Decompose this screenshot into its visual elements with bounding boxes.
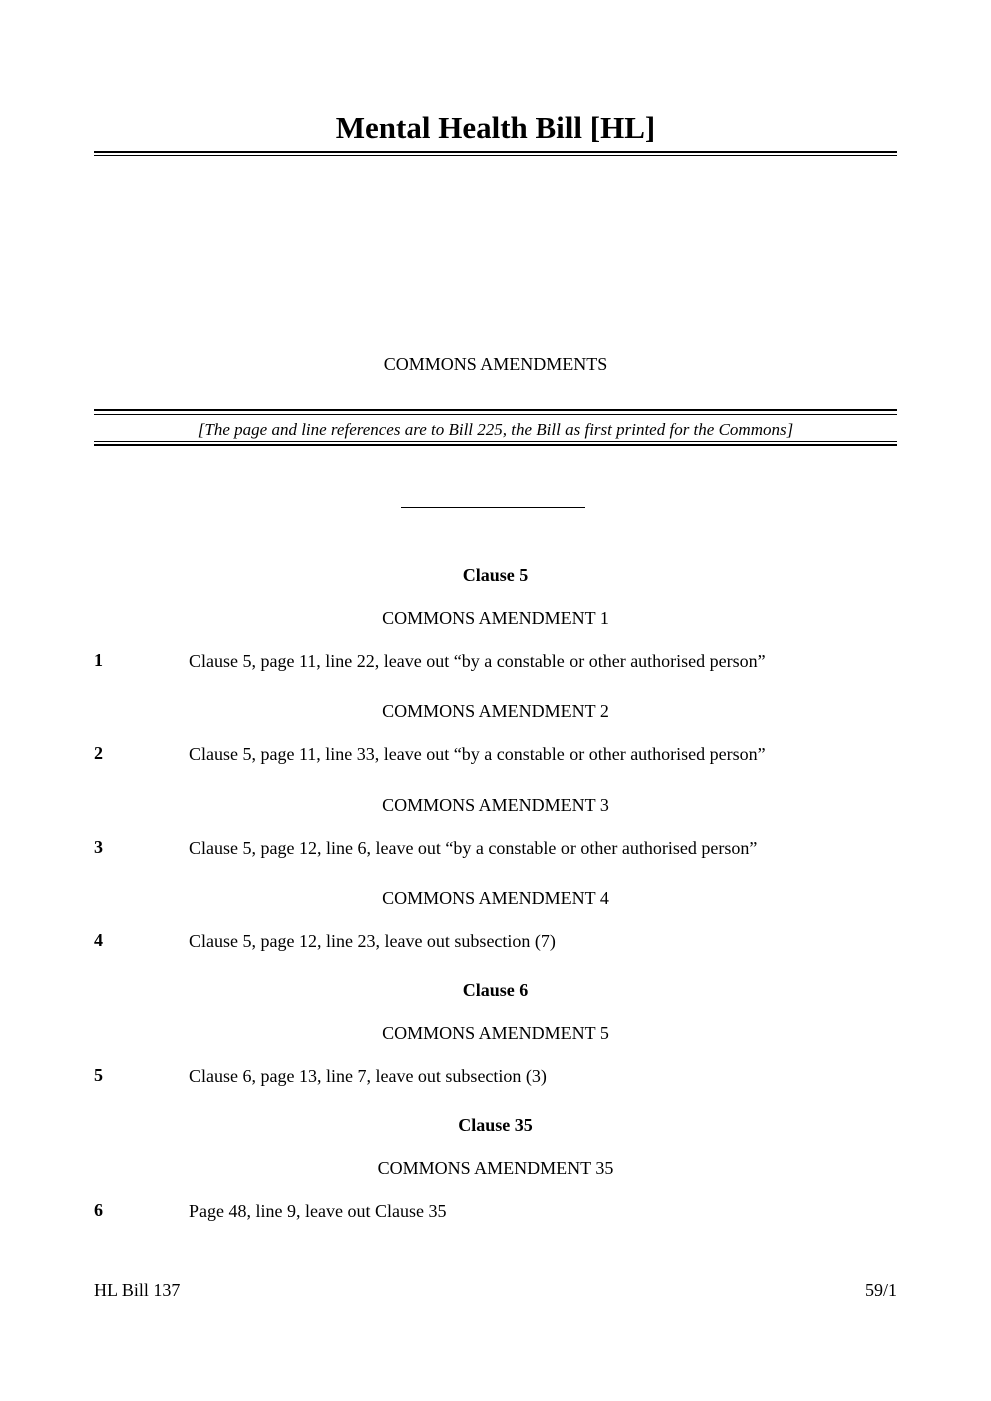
amendment-number: 4 xyxy=(94,930,103,950)
amendment-text: Page 48, line 9, leave out Clause 35 xyxy=(189,1201,447,1221)
amendment-number: 2 xyxy=(94,743,103,763)
amendment-text: Clause 5, page 12, line 6, leave out “by a constable or other authorised person” xyxy=(189,838,758,858)
footer-bill-number: HL Bill 137 xyxy=(94,1280,181,1300)
reference-note: [The page and line references are to Bill 225, the Bill as first printed for the Commons] xyxy=(197,420,794,439)
footer-page-number: 59/1 xyxy=(864,1280,897,1300)
subtitle: COMMONS AMENDMENTS xyxy=(383,354,608,374)
clause-heading: Clause 5 xyxy=(462,565,529,585)
amendment-heading: COMMONS AMENDMENT 35 xyxy=(377,1158,614,1178)
amendment-heading: COMMONS AMENDMENT 4 xyxy=(382,888,609,908)
amendment-heading: COMMONS AMENDMENT 5 xyxy=(382,1023,609,1043)
note-rule-bottom-thin xyxy=(94,441,897,442)
amendment-text: Clause 5, page 11, line 33, leave out “by a constable or other authorised person” xyxy=(189,744,766,764)
page-title: Mental Health Bill [HL] xyxy=(335,110,656,145)
amendment-text: Clause 6, page 13, line 7, leave out subsection (3) xyxy=(189,1066,547,1086)
amendment-number: 1 xyxy=(94,650,103,670)
amendment-text: Clause 5, page 12, line 23, leave out subsection (7) xyxy=(189,931,556,951)
note-rule-bottom-thick xyxy=(94,444,897,446)
clause-heading: Clause 6 xyxy=(462,980,529,1000)
title-rule-thick xyxy=(94,151,897,153)
separator-rule xyxy=(401,507,585,508)
amendment-heading: COMMONS AMENDMENT 1 xyxy=(382,608,609,628)
amendment-number: 5 xyxy=(94,1065,103,1085)
amendment-heading: COMMONS AMENDMENT 3 xyxy=(382,795,609,815)
amendment-number: 3 xyxy=(94,837,103,857)
amendment-heading: COMMONS AMENDMENT 2 xyxy=(382,701,609,721)
note-rule-top-thick xyxy=(94,409,897,411)
title-rule-thin xyxy=(94,155,897,156)
amendment-number: 6 xyxy=(94,1200,103,1220)
note-rule-top-thin xyxy=(94,414,897,415)
clause-heading: Clause 35 xyxy=(458,1115,533,1135)
amendment-text: Clause 5, page 11, line 22, leave out “by a constable or other authorised person” xyxy=(189,651,766,671)
